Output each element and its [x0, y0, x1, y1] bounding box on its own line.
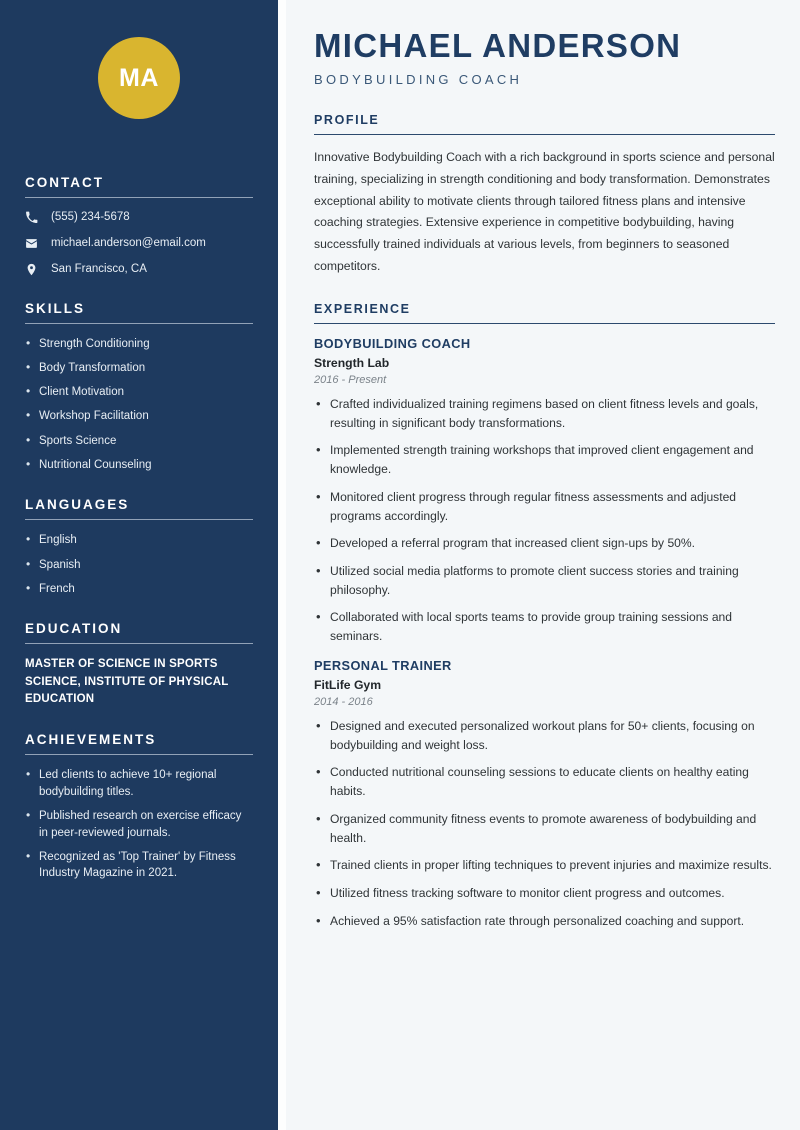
contact-location-value: San Francisco, CA — [51, 262, 147, 275]
list-item: • Strength Conditioning — [25, 336, 253, 353]
list-item: • Led clients to achieve 10+ regional bodybuilding titles. — [25, 767, 253, 800]
education-divider — [25, 643, 253, 644]
location-pin-icon — [25, 263, 42, 276]
list-item: • Crafted individualized training regimens based on client fitness levels and goals, resulting in significant body transformations. — [314, 395, 775, 432]
list-item: • Collaborated with local sports teams to provide group training sessions and seminars. — [314, 608, 775, 645]
sidebar — [0, 0, 278, 1130]
contact-email-value: michael.anderson@email.com — [51, 236, 206, 249]
contact-heading: CONTACT — [25, 175, 104, 190]
job-role-subtitle: BODYBUILDING COACH — [314, 71, 523, 87]
list-item: • Conducted nutritional counseling sessions to educate clients on healthy eating habits. — [314, 763, 775, 800]
contact-item-location[interactable] — [25, 262, 253, 277]
education-heading: EDUCATION — [25, 621, 123, 637]
list-item: • Recognized as 'Top Trainer' by Fitness Industry Magazine in 2021. — [25, 849, 253, 882]
contact-list — [25, 210, 253, 277]
list-item: • Trained clients in proper lifting techniques to prevent injuries and maximize results. — [314, 856, 775, 875]
list-item: • Implemented strength training workshops that improved client engagement and knowledge. — [314, 441, 775, 478]
list-item: • Developed a referral program that increased client sign-ups by 50%. — [314, 534, 775, 553]
list-item: • Sports Science — [25, 433, 253, 450]
job-dates: 2016 - Present — [314, 373, 387, 386]
list-item: • Organized community fitness events to promote awareness of bodybuilding and health. — [314, 810, 775, 847]
job-title: PERSONAL TRAINER — [314, 657, 452, 673]
job-title: BODYBUILDING COACH — [314, 335, 471, 351]
achievements-divider — [25, 754, 253, 755]
main-column — [286, 0, 800, 1130]
list-item: • Utilized fitness tracking software to monitor client progress and outcomes. — [314, 884, 775, 903]
experience-heading: EXPERIENCE — [314, 301, 411, 316]
profile-text: Innovative Bodybuilding Coach with a rich background in sports science and personal training, specializing in strength conditioning and body transformation. Demonstrates exceptional ability to motivate clients through tailored fitness plans and intensive coaching strategies. Extensive experience in competitive bodybuilding, having successfully trained individuals at various levels, from beginners to seasoned competitors. — [314, 150, 775, 273]
job-dates: 2014 - 2016 — [314, 695, 373, 708]
experience-section — [314, 302, 775, 931]
envelope-icon — [25, 237, 42, 250]
avatar-container — [25, 0, 253, 129]
list-item: • Designed and executed personalized workout plans for 50+ clients, focusing on bodybuilding and weight loss. — [314, 717, 775, 754]
languages-heading: LANGUAGES — [25, 497, 130, 513]
list-item: • French — [25, 581, 253, 598]
list-item: • Nutritional Counseling — [25, 457, 253, 474]
avatar: MA — [98, 37, 180, 119]
experience-divider — [314, 323, 775, 324]
achievements-list — [25, 767, 253, 882]
languages-section — [25, 497, 253, 597]
achievements-heading: ACHIEVEMENTS — [25, 732, 157, 748]
job-company: FitLife Gym — [314, 677, 382, 692]
contact-phone-value: (555) 234-5678 — [51, 211, 130, 223]
contact-item-phone[interactable] — [25, 210, 253, 225]
skills-list — [25, 336, 253, 474]
languages-list — [25, 532, 253, 597]
skills-heading: SKILLS — [25, 300, 86, 316]
languages-divider — [25, 519, 253, 520]
contact-section — [25, 175, 253, 277]
job-company: Strength Lab — [314, 355, 390, 370]
list-item: • Utilized social media platforms to promote client success stories and training philosophy. — [314, 562, 775, 599]
contact-item-email[interactable] — [25, 236, 253, 251]
column-divider-strip — [278, 0, 286, 1130]
education-entry: MASTER OF SCIENCE IN SPORTS SCIENCE, INSTITUTE OF PHYSICAL EDUCATION — [25, 658, 229, 705]
experience-entry-2 — [314, 658, 775, 931]
skills-section — [25, 301, 253, 474]
list-item: • Body Transformation — [25, 360, 253, 377]
achievements-section — [25, 732, 253, 882]
list-item: • Monitored client progress through regular fitness assessments and adjusted programs accordingly. — [314, 488, 775, 525]
list-item: • Client Motivation — [25, 384, 253, 401]
list-item: • Achieved a 95% satisfaction rate through personalized coaching and support. — [314, 912, 775, 931]
education-section — [25, 621, 253, 708]
skills-divider — [25, 323, 253, 324]
list-item: • Published research on exercise efficacy in peer-reviewed journals. — [25, 808, 253, 841]
phone-icon — [25, 211, 42, 224]
job-bullet-list — [314, 395, 775, 646]
job-bullet-list — [314, 717, 775, 931]
profile-divider — [314, 134, 775, 135]
list-item: • English — [25, 532, 253, 549]
contact-divider — [25, 197, 253, 198]
profile-heading: PROFILE — [314, 112, 380, 127]
page-title: MICHAEL ANDERSON — [314, 27, 682, 64]
experience-entry-1 — [314, 336, 775, 646]
list-item: • Workshop Facilitation — [25, 408, 253, 425]
profile-section — [314, 113, 775, 278]
list-item: • Spanish — [25, 557, 253, 574]
